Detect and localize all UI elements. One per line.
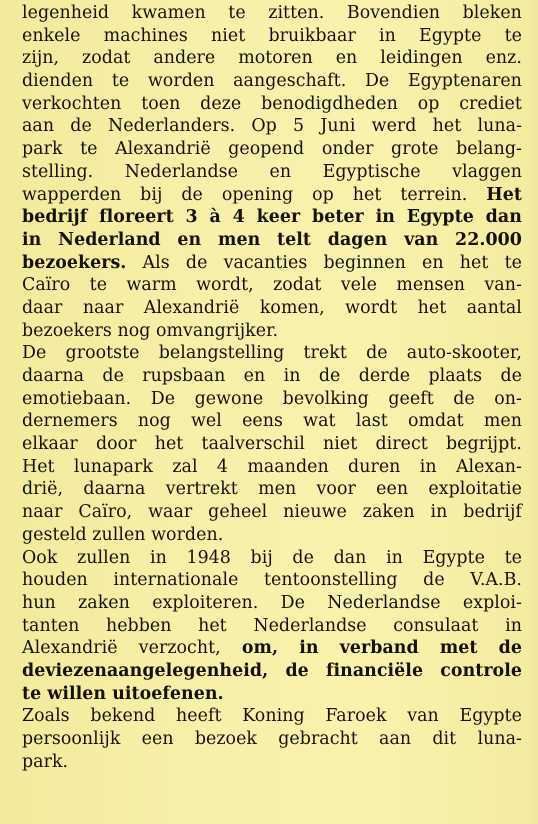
- word: het: [352, 184, 382, 205]
- word: zodat: [82, 48, 131, 69]
- word: te: [504, 25, 522, 46]
- text-line: [22, 297, 522, 320]
- word: gebracht: [278, 729, 358, 749]
- word: beginnen: [323, 252, 406, 273]
- word: 5: [293, 116, 305, 137]
- word: de: [181, 184, 203, 205]
- page-edge: [530, 0, 538, 824]
- word: worden: [147, 71, 215, 92]
- word: daarna: [22, 366, 85, 386]
- text-line: [22, 47, 522, 70]
- word: verband: [339, 638, 419, 659]
- word: controle: [440, 660, 522, 681]
- word: te: [89, 275, 108, 296]
- word: last: [355, 411, 388, 432]
- text-line: [22, 161, 522, 184]
- word: deviezenaangelegenheid,: [22, 660, 269, 681]
- word: niet: [211, 25, 246, 46]
- word: zitten.: [268, 3, 325, 23]
- word: en: [243, 366, 266, 386]
- word: een: [376, 479, 409, 500]
- text-line: [22, 569, 522, 592]
- word: de: [498, 638, 522, 659]
- word: de: [423, 570, 445, 591]
- word: bij: [140, 184, 163, 205]
- word: naar: [22, 502, 63, 523]
- word: bezoek: [194, 729, 257, 749]
- word: consulaat: [393, 615, 479, 636]
- word: wapperden: [22, 184, 122, 205]
- word: Juni: [320, 116, 356, 137]
- word: park: [22, 139, 63, 160]
- word: in: [375, 207, 395, 228]
- word: geeft: [388, 388, 434, 409]
- word: De: [150, 388, 176, 409]
- word: luna-: [477, 116, 522, 137]
- word: motoren: [238, 48, 313, 69]
- word: elkaar: [22, 434, 78, 455]
- word: derde: [358, 366, 411, 386]
- word: à: [209, 207, 221, 228]
- word: vlaggen: [452, 161, 522, 182]
- word: dernemers: [22, 411, 118, 432]
- word: 3: [185, 207, 198, 228]
- word: De: [22, 343, 47, 364]
- word: mensen: [396, 275, 466, 296]
- word: hun: [22, 592, 56, 613]
- word: zijn,: [22, 48, 60, 69]
- word: toen: [141, 93, 181, 114]
- word: in: [283, 366, 301, 386]
- word: bekend: [90, 706, 156, 727]
- word: onder: [321, 139, 374, 160]
- word: 4: [232, 207, 245, 228]
- text-line: [22, 70, 522, 93]
- word: exploitatie: [428, 479, 522, 500]
- word: op: [417, 93, 440, 114]
- word: van-: [484, 275, 522, 296]
- word: zal: [172, 456, 198, 477]
- text-line: [22, 229, 522, 252]
- text-line: [22, 615, 522, 638]
- word: werd: [371, 116, 417, 137]
- word: nieuwe: [283, 502, 347, 523]
- word: aangeschaft.: [233, 71, 347, 92]
- word: enkele: [22, 25, 81, 46]
- word: Egyptische: [322, 161, 421, 182]
- word: te: [80, 139, 98, 160]
- text-line: [22, 501, 522, 524]
- word: kwamen: [131, 3, 206, 23]
- word: Nederlandse: [327, 592, 441, 613]
- word: gewone: [194, 388, 264, 409]
- text-line: [22, 184, 522, 207]
- word: zullen: [77, 547, 131, 568]
- word: daar: [22, 297, 63, 318]
- text-line: [22, 410, 522, 433]
- word: vertrekt: [165, 479, 238, 500]
- word: trekt: [303, 343, 347, 364]
- word: in: [379, 25, 396, 46]
- word: 1948: [186, 547, 231, 568]
- word: nog: [137, 411, 171, 432]
- word: de: [292, 547, 314, 568]
- text-line: [22, 320, 522, 343]
- word: opening: [221, 184, 294, 205]
- word: in: [149, 547, 167, 568]
- word: aan: [22, 116, 55, 137]
- word: de: [366, 343, 388, 364]
- text-line: [22, 252, 522, 275]
- word: V.A.B.: [470, 570, 522, 591]
- word: emotiebaan.: [22, 388, 132, 409]
- word: zaken: [362, 502, 415, 523]
- word: aan: [379, 729, 412, 749]
- word: begrijpt.: [446, 434, 522, 455]
- text-line: [22, 705, 522, 728]
- word: de: [453, 388, 475, 409]
- word: waar: [148, 502, 193, 523]
- word: in: [430, 502, 448, 523]
- word: Het: [486, 184, 522, 205]
- word: plaats: [428, 366, 483, 386]
- text-line: [22, 683, 522, 706]
- word: dit: [432, 729, 457, 749]
- word: beter: [312, 207, 364, 228]
- word: on-: [494, 388, 522, 409]
- word: de: [500, 366, 522, 386]
- word: De: [364, 71, 390, 92]
- word: Alexan-: [455, 456, 522, 477]
- word: vacanties: [223, 252, 308, 273]
- word: Egypte: [422, 547, 485, 568]
- word: De: [280, 592, 305, 613]
- word: deze: [200, 93, 242, 114]
- word: lunapark: [73, 456, 154, 477]
- word: de: [185, 252, 208, 273]
- text-line: [22, 637, 522, 660]
- word: floreert: [99, 207, 174, 228]
- bold-text: te willen uitoefenen.: [22, 683, 224, 704]
- word: tentoonstelling: [264, 570, 398, 591]
- word: wordt,: [196, 275, 254, 296]
- word: benodigdheden: [261, 93, 398, 114]
- word: men: [218, 229, 261, 250]
- word: zaken: [78, 592, 130, 613]
- word: Nederlandse: [253, 615, 367, 636]
- text-line: [22, 433, 522, 456]
- word: grootste: [65, 343, 140, 364]
- word: komen,: [259, 297, 325, 318]
- word: bevolking: [282, 388, 369, 409]
- word: geheel: [208, 502, 268, 523]
- text-line: [22, 206, 522, 229]
- word: Faroek: [325, 706, 387, 727]
- word: te: [111, 71, 130, 92]
- word: wat: [303, 411, 336, 432]
- word: Alexandrië: [115, 139, 211, 160]
- word: telt: [277, 229, 311, 250]
- word: in: [505, 615, 522, 636]
- word: Egypte: [419, 25, 482, 46]
- word: verkochten: [22, 93, 122, 114]
- word: houden: [22, 570, 88, 591]
- word: te: [228, 3, 246, 23]
- word: Het: [22, 456, 55, 477]
- word: men: [258, 479, 297, 500]
- body-text: gesteld zullen worden.: [22, 524, 224, 545]
- word: het: [154, 434, 184, 455]
- word: persoonlijk: [22, 729, 121, 749]
- word: wordt: [345, 297, 398, 318]
- word: Caïro,: [78, 502, 133, 523]
- text-line: [22, 592, 522, 615]
- word: rupsbaan: [142, 366, 226, 386]
- word: vele: [340, 275, 377, 296]
- word: Koning: [242, 706, 305, 727]
- word: het: [459, 252, 489, 273]
- word: door: [95, 434, 137, 455]
- word: zodat: [273, 275, 322, 296]
- word: crediet: [459, 93, 522, 114]
- word: van: [407, 706, 439, 727]
- word: het: [198, 615, 227, 636]
- word: taalverschil: [201, 434, 305, 455]
- word: 22.000: [455, 229, 522, 250]
- word: leidingen: [380, 48, 463, 69]
- word: geopend: [228, 139, 305, 160]
- word: machines: [103, 25, 188, 46]
- word: grote: [391, 139, 439, 160]
- word: Egypte: [459, 706, 522, 727]
- word: 4: [216, 456, 229, 477]
- word: terrein.: [400, 184, 468, 205]
- word: legenheid: [22, 3, 110, 23]
- word: direct: [375, 434, 428, 455]
- word: tanten: [22, 615, 80, 636]
- word: Egypte: [406, 207, 474, 228]
- word: heeft: [176, 706, 222, 727]
- word: exploiteren.: [152, 592, 259, 613]
- word: hebben: [105, 615, 172, 636]
- text-line: [22, 365, 522, 388]
- word: stelling.: [22, 161, 94, 182]
- word: Zoals: [22, 706, 70, 727]
- word: Bovendien: [346, 3, 441, 23]
- text-line: [22, 115, 522, 138]
- word: auto-skooter,: [406, 343, 522, 364]
- word: bleken: [462, 3, 522, 23]
- word: Als: [142, 252, 170, 273]
- word: internationale: [113, 570, 239, 591]
- text-line: [22, 524, 522, 547]
- word: duren: [348, 456, 401, 477]
- word: niet: [323, 434, 358, 455]
- word: in: [299, 638, 319, 659]
- word: voor: [316, 479, 356, 500]
- word: belangstelling: [158, 343, 285, 364]
- text-line: [22, 342, 522, 365]
- text-line: [22, 93, 522, 116]
- word: Alexandrië: [143, 297, 240, 318]
- text-line: [22, 660, 522, 683]
- word: aantal: [466, 297, 522, 318]
- text-line: [22, 388, 522, 411]
- word: om,: [241, 638, 279, 659]
- word: Nederland: [58, 229, 161, 250]
- word: drië,: [22, 479, 64, 500]
- word: een: [141, 729, 174, 749]
- word: Op: [251, 116, 277, 137]
- body-text: park.: [22, 751, 69, 772]
- word: in: [22, 229, 42, 250]
- word: enz.: [485, 48, 522, 69]
- word: exploi-: [462, 592, 522, 613]
- text-line: [22, 547, 522, 570]
- text-line: [22, 25, 522, 48]
- word: financiële: [325, 660, 424, 681]
- word: de: [70, 116, 92, 137]
- word: warm: [126, 275, 177, 296]
- word: dan: [485, 207, 522, 228]
- word: eens: [242, 411, 283, 432]
- word: bedrijf: [463, 502, 522, 523]
- word: maanden: [247, 456, 329, 477]
- word: op: [312, 184, 334, 205]
- word: het: [432, 116, 462, 137]
- word: en: [269, 161, 292, 182]
- word: de: [318, 366, 341, 386]
- word: bedrijf: [22, 207, 88, 228]
- word: Egyptenaren: [407, 71, 522, 92]
- word: bruikbaar: [268, 25, 356, 46]
- word: de: [285, 660, 309, 681]
- text-line: [22, 2, 522, 25]
- word: dagen: [327, 229, 388, 250]
- body-text: bezoekers nog omvangrijker.: [22, 320, 279, 341]
- word: andere: [153, 48, 216, 69]
- text-line: [22, 138, 522, 161]
- word: en: [177, 229, 202, 250]
- word: en: [335, 48, 358, 69]
- article-column: [22, 2, 522, 773]
- word: de: [102, 366, 124, 386]
- word: luna-: [477, 729, 522, 749]
- word: omdat: [407, 411, 464, 432]
- word: dienden: [22, 71, 94, 92]
- word: met: [439, 638, 478, 659]
- word: bij: [250, 547, 273, 568]
- word: wel: [191, 411, 222, 432]
- text-line: [22, 751, 522, 774]
- word: Alexandrië: [22, 638, 118, 659]
- word: belang-: [456, 139, 522, 160]
- word: te: [504, 547, 522, 568]
- word: bezoekers.: [22, 252, 127, 273]
- word: keer: [256, 207, 301, 228]
- word: verzocht,: [138, 638, 221, 659]
- text-line: [22, 456, 522, 479]
- word: van: [404, 229, 439, 250]
- text-line: [22, 728, 522, 751]
- word: dan: [333, 547, 367, 568]
- word: men: [483, 411, 522, 432]
- word: in: [386, 547, 403, 568]
- word: en: [422, 252, 444, 273]
- word: het: [417, 297, 447, 318]
- word: Nederlandse: [124, 161, 238, 182]
- word: te: [504, 252, 522, 273]
- word: Ook: [22, 547, 58, 568]
- text-line: [22, 274, 522, 297]
- word: naar: [82, 297, 124, 318]
- word: Caïro: [22, 275, 71, 296]
- word: Nederlanders.: [107, 116, 236, 137]
- word: in: [419, 456, 437, 477]
- text-line: [22, 478, 522, 501]
- word: daarna: [83, 479, 146, 500]
